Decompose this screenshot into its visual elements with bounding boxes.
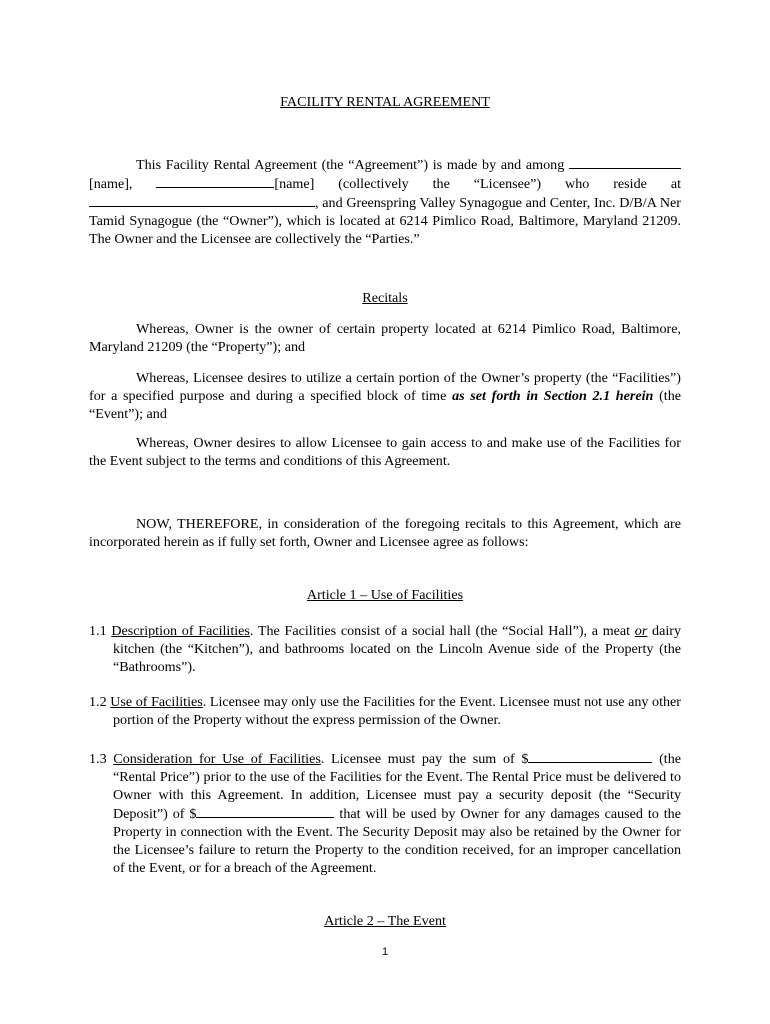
section-1-1-title: Description of Facilities xyxy=(111,623,250,639)
section-1-1 xyxy=(89,622,681,676)
section-1-3-text-a: . Licensee must pay the sum of $ xyxy=(320,751,529,767)
section-1-2-number: 1.2 xyxy=(89,694,111,710)
recital-2-emphasis: as set forth in Section 2.1 herein xyxy=(452,388,654,404)
intro-text-2: [name], xyxy=(89,176,133,192)
section-1-3-number: 1.3 xyxy=(89,751,114,767)
rental-price-blank[interactable] xyxy=(528,749,652,763)
recital-3: Whereas, Owner desires to allow Licensee to gain access to and make use of the Facilities for the Event subject to the terms and conditions of this Agreement. xyxy=(89,435,681,469)
security-deposit-blank[interactable] xyxy=(196,804,334,818)
section-1-3-text-c: that will be used by Owner for any damages caused to the Property in connection with the Event. The Security Deposit may also be retained by the Owner for the Licensee’s failure to return the Property to the condition received, for an improper cancellation of the Event, or for a breach of the Agreement. xyxy=(113,806,681,876)
now-therefore-paragraph: NOW, THEREFORE, in consideration of the foregoing recitals to this Agreement, which are incorporated herein as if fully set forth, Owner and Licensee agree as follows: xyxy=(89,516,681,550)
intro-text-4: , and Greenspring Valley Synagogue and Center, Inc. D/B/A Ner Tamid Synagogue (the “Owner”), which is located at 6214 Pimlico Road, Baltimore, Maryland 21209. The Owner and the Licensee are collectively the “Parties.” xyxy=(89,195,681,247)
page-number: 1 xyxy=(381,946,389,958)
intro-text-3: [name] (collectively the “Licensee”) who reside at xyxy=(274,176,681,192)
address-blank[interactable] xyxy=(89,193,315,207)
article-1-heading xyxy=(89,586,681,604)
section-1-2 xyxy=(89,693,681,729)
name-blank-2[interactable] xyxy=(156,174,274,188)
intro-paragraph xyxy=(89,155,681,248)
recital-2-text-c: (the “Event”); and xyxy=(89,388,682,422)
document-title: FACILITY RENTAL AGREEMENT xyxy=(280,94,490,110)
section-1-3 xyxy=(89,749,681,877)
recitals-heading-text: Recitals xyxy=(362,290,408,306)
section-1-1-number: 1.1 xyxy=(89,623,112,639)
section-1-1-text-a: . The Facilities consist of a social hall (the “Social Hall”), a meat xyxy=(249,623,635,639)
section-1-1-or: or xyxy=(634,623,648,639)
recital-1: Whereas, Owner is the owner of certain property located at 6214 Pimlico Road, Baltimore, Maryland 21209 (the “Property”); and xyxy=(89,321,681,355)
recital-2 xyxy=(89,369,681,423)
name-blank-1[interactable] xyxy=(569,155,681,169)
section-1-2-title: Use of Facilities xyxy=(110,694,203,710)
section-1-2-text: . Licensee may only use the Facilities for the Event. Licensee must not use any other portion of the Property without the express permission of the Owner. xyxy=(113,694,681,728)
article-1-heading-text: Article 1 – Use of Facilities xyxy=(306,587,464,603)
article-2-heading-text: Article 2 – The Event xyxy=(324,913,446,929)
section-1-3-text-b: (the “Rental Price”) prior to the use of the Facilities for the Event. The Rental Price must be delivered to Owner with this Agreement. In addition, Licensee must pay a security deposit (the “Security Deposit”) of $ xyxy=(113,751,681,822)
section-1-1-text-b: dairy kitchen (the “Kitchen”), and bathrooms located on the Lincoln Avenue side of the Property (the “Bathrooms”). xyxy=(113,623,682,675)
intro-text-1: This Facility Rental Agreement (the “Agreement”) is made by and among xyxy=(136,157,565,173)
article-2-heading xyxy=(89,912,681,930)
section-1-3-title: Consideration for Use of Facilities xyxy=(113,751,321,767)
document-page xyxy=(89,0,681,1024)
recital-2-text-a: Whereas, Licensee desires to utilize a certain portion of the Owner’s property (the “Facilities”) for a specified purpose and during a specified block of time xyxy=(89,370,681,404)
recitals-heading xyxy=(89,289,681,307)
